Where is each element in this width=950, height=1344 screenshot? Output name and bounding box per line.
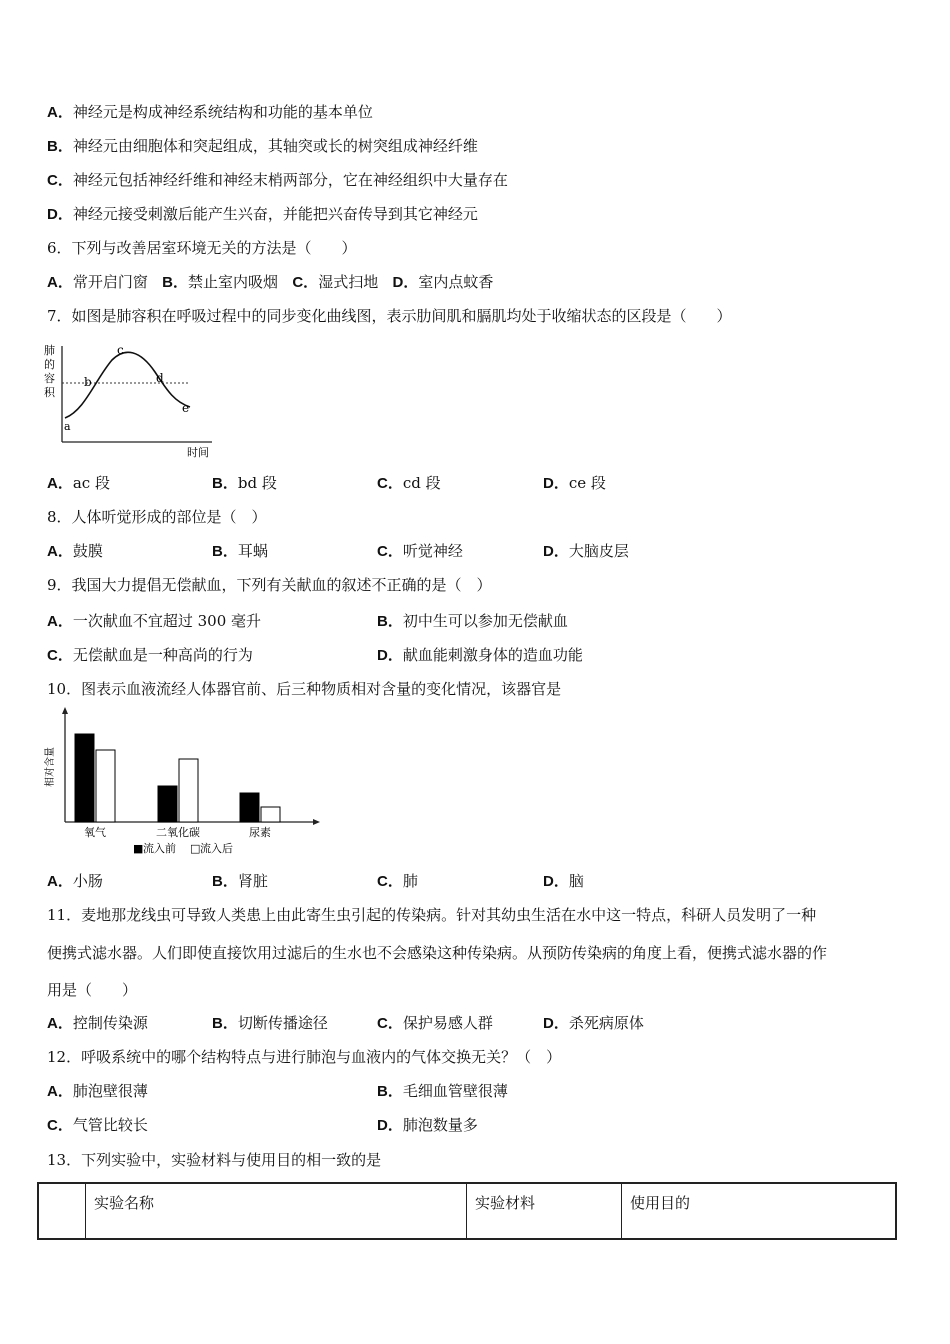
- q5-option-d: D．神经元接受刺激后能产生兴奋，并能把兴奋传导到其它神经元: [47, 205, 478, 223]
- q12-option-c: C．气管比较长: [47, 1116, 148, 1134]
- q9-stem: 9．我国大力提倡无偿献血，下列有关献血的叙述不正确的是（ ）: [47, 576, 492, 594]
- q10-stem: 10．图表示血液流经人体器官前、后三种物质相对含量的变化情况，该器官是: [47, 680, 562, 698]
- q10-bar-0-after: [96, 750, 115, 822]
- q6-option-a: A．常开启门窗: [47, 273, 148, 291]
- q11-option-d: D．杀死病原体: [543, 1014, 644, 1032]
- q7-point-d: d: [156, 371, 164, 385]
- q9-option-a: A．一次献血不宜超过 300 毫升: [47, 612, 262, 630]
- q10-bar-0-before: [75, 734, 94, 822]
- q10-bar-2-before: [240, 793, 259, 822]
- q13-table: [37, 1182, 897, 1240]
- q11-line-1: 11．麦地那龙线虫可导致人类患上由此寄生虫引起的传染病。针对其幼虫生活在水中这一特点，科研人员发明了一种: [47, 906, 817, 924]
- q7-point-c: c: [117, 343, 124, 357]
- q7-stem: 7．如图是肺容积在呼吸过程中的同步变化曲线图，表示肋间肌和膈肌均处于收缩状态的区段是（ ）: [47, 307, 732, 325]
- q6-options: [47, 272, 493, 293]
- q9-option-b: B．初中生可以参加无偿献血: [377, 612, 568, 630]
- q7-option-a: A．ac 段: [47, 474, 110, 492]
- q7-ylabel-2: 的: [44, 358, 55, 371]
- q7-xlabel: 时间: [187, 446, 209, 459]
- q10-legend-marker-after: □: [190, 842, 201, 855]
- q12-option-d: D．肺泡数量多: [377, 1116, 478, 1134]
- q5-option-a: A．神经元是构成神经系统结构和功能的基本单位: [47, 103, 373, 121]
- q13-stem: 13．下列实验中，实验材料与使用目的相一致的是: [47, 1151, 382, 1169]
- q12-option-b: B．毛细血管壁很薄: [377, 1082, 508, 1100]
- q10-bar-1-before: [158, 786, 177, 822]
- q10-category-label: 二氧化碳: [156, 826, 200, 839]
- q7-lung-volume-figure: [40, 340, 225, 462]
- q8-option-d: D．大脑皮层: [543, 542, 629, 560]
- q10-legend-marker-before: ■: [133, 842, 144, 855]
- q7-ylabel-3: 容: [44, 372, 55, 385]
- q7-point-e: e: [182, 401, 190, 415]
- q6-option-b: B．禁止室内吸烟: [162, 273, 279, 291]
- q11-option-c: C．保护易感人群: [377, 1014, 493, 1032]
- q8-stem: 8．人体听觉形成的部位是（ ）: [47, 508, 267, 526]
- q12-option-a: A．肺泡壁很薄: [47, 1082, 148, 1100]
- q10-option-b: B．肾脏: [212, 872, 268, 890]
- q10-x-axis-arrow: [313, 819, 320, 825]
- q13-header-purpose: 使用目的: [622, 1183, 897, 1239]
- q10-category-label: 氧气: [84, 826, 106, 839]
- q10-legend-before: 流入前: [143, 842, 176, 855]
- q5-option-c: C．神经元包括神经纤维和神经末梢两部分，它在神经组织中大量存在: [47, 171, 508, 189]
- q6-option-c: C．湿式扫地: [292, 273, 379, 291]
- q7-ylabel-4: 积: [44, 386, 55, 399]
- q12-stem: 12．呼吸系统中的哪个结构特点与进行肺泡与血液内的气体交换无关？（ ）: [47, 1048, 562, 1066]
- q6-stem: 6．下列与改善居室环境无关的方法是（ ）: [47, 239, 357, 257]
- q10-option-a: A．小肠: [47, 872, 103, 890]
- q10-legend: [133, 841, 233, 855]
- q13-header-blank: [38, 1183, 86, 1239]
- q11-line-3: 用是（ ）: [47, 981, 138, 999]
- q8-option-c: C．听觉神经: [377, 542, 463, 560]
- q7-option-c: C．cd 段: [377, 474, 441, 492]
- q13-table-header-row: [38, 1183, 896, 1239]
- q11-line-2: 便携式滤水器。人们即使直接饮用过滤后的生水也不会感染这种传染病。从预防传染病的角度上看，便携式滤水器的作: [47, 944, 828, 962]
- q10-bar-chart: [40, 705, 325, 860]
- q10-ylabel: 相对含量: [45, 747, 56, 787]
- q13-header-experiment: 实验名称: [86, 1183, 467, 1239]
- q10-option-c: C．肺: [377, 872, 418, 890]
- q6-option-d: D．室内点蚊香: [392, 273, 494, 291]
- q10-category-label: 尿素: [249, 826, 271, 839]
- q7-option-d: D．ce 段: [543, 474, 606, 492]
- q11-option-a: A．控制传染源: [47, 1014, 148, 1032]
- q10-bar-1-after: [179, 759, 198, 822]
- q10-legend-after: 流入后: [200, 842, 233, 855]
- q8-option-a: A．鼓膜: [47, 542, 103, 560]
- q13-header-material: 实验材料: [467, 1183, 622, 1239]
- q7-option-b: B．bd 段: [212, 474, 277, 492]
- q8-option-b: B．耳蜗: [212, 542, 268, 560]
- q11-option-b: B．切断传播途径: [212, 1014, 328, 1032]
- q10-option-d: D．脑: [543, 872, 584, 890]
- q10-y-axis-arrow: [62, 707, 68, 714]
- q9-option-d: D．献血能刺激身体的造血功能: [377, 646, 583, 664]
- q10-bar-2-after: [261, 807, 280, 822]
- q7-point-b: b: [84, 375, 92, 389]
- q7-point-a: a: [64, 420, 71, 433]
- q9-option-c: C．无偿献血是一种高尚的行为: [47, 646, 253, 664]
- q7-ylabel-1: 肺: [44, 344, 55, 357]
- q5-option-b: B．神经元由细胞体和突起组成，其轴突或长的树突组成神经纤维: [47, 137, 478, 155]
